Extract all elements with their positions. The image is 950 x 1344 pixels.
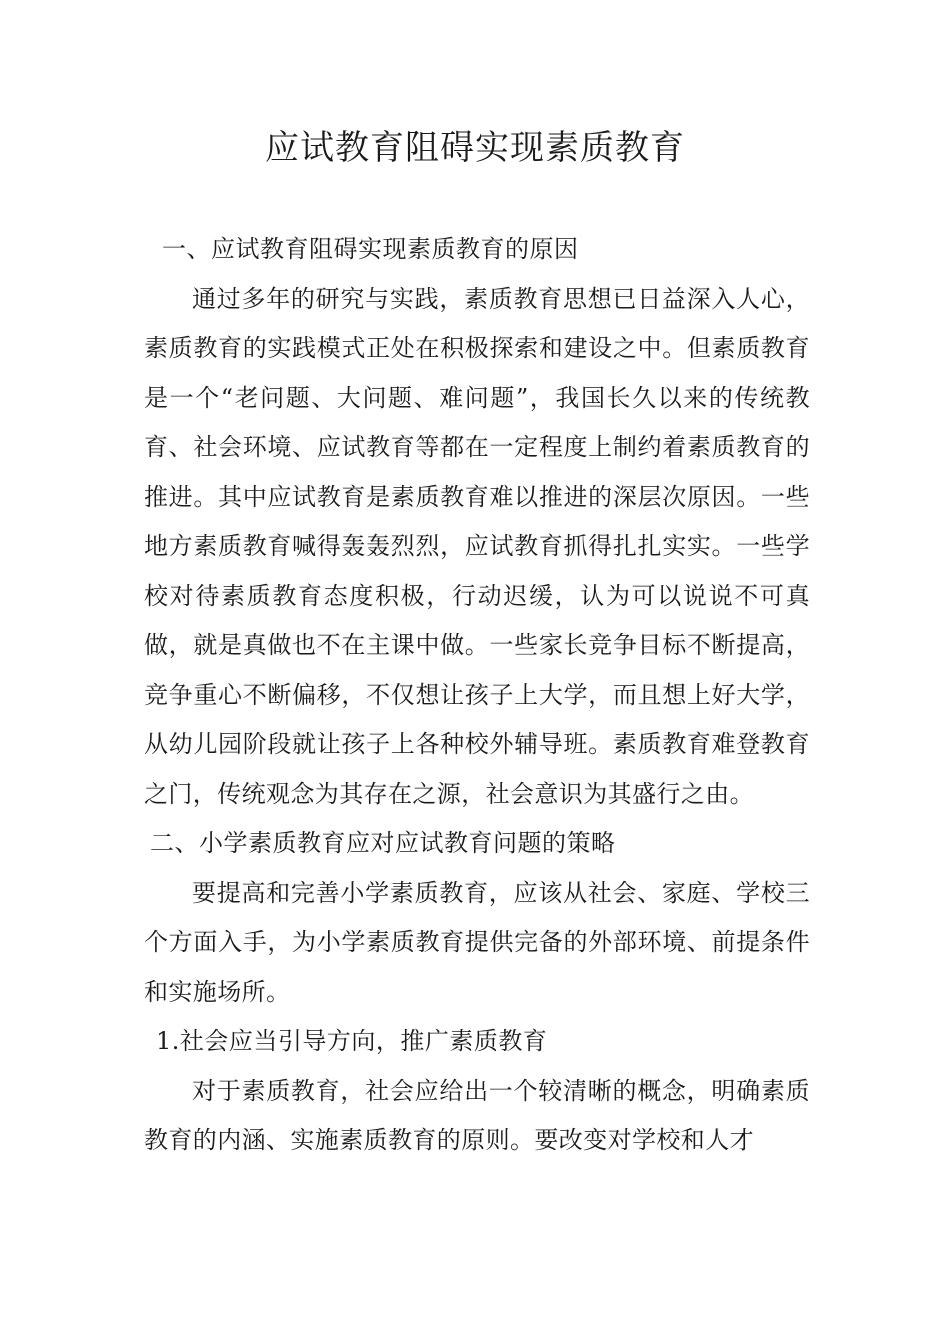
subsection-heading-1: 1.社会应当引导方向，推广素质教育 [156,1027,548,1055]
paragraph-1: 通过多年的研究与实践，素质教育思想已日益深入人心，素质教育的实践模式正处在积极探索和建设之中。但素质教育是一个“老问题、大问题、难问题”，我国长久以来的传统教育、社会环境、应试教育等都在一定程度上制约着素质教育的推进。其中应试教育是素质教育难以推进的深层次原因。一些地方素质教育喊得轰轰烈烈，应试教育抓得扎扎实实。一些学校对待素质教育态度积极，行动迟缓，认为可以说说不可真做，就是真做也不在主课中做。一些家长竞争目标不断提高，竞争重心不断偏移，不仅想让孩子上大学，而且想上好大学，从幼儿园阶段就让孩子上各种校外辅导班。素质教育难登教育之门，传统观念为其存在之源，社会意识为其盛行之由。 [144,284,810,808]
paragraph-2: 要提高和完善小学素质教育，应该从社会、家庭、学校三个方面入手，为小学素质教育提供完备的外部环境、前提条件和实施场所。 [144,878,810,1006]
document-title: 应试教育阻碍实现素质教育 [265,128,685,168]
document-body [144,225,810,1166]
paragraph-3: 对于素质教育，社会应给出一个较清晰的概念，明确素质教育的内涵、实施素质教育的原则。要改变对学校和人才 [144,1076,810,1154]
section-heading-2: 二、小学素质教育应对应试教育问题的策略 [150,829,616,857]
section-heading-1: 一、应试教育阻碍实现素质教育的原因 [162,235,579,263]
